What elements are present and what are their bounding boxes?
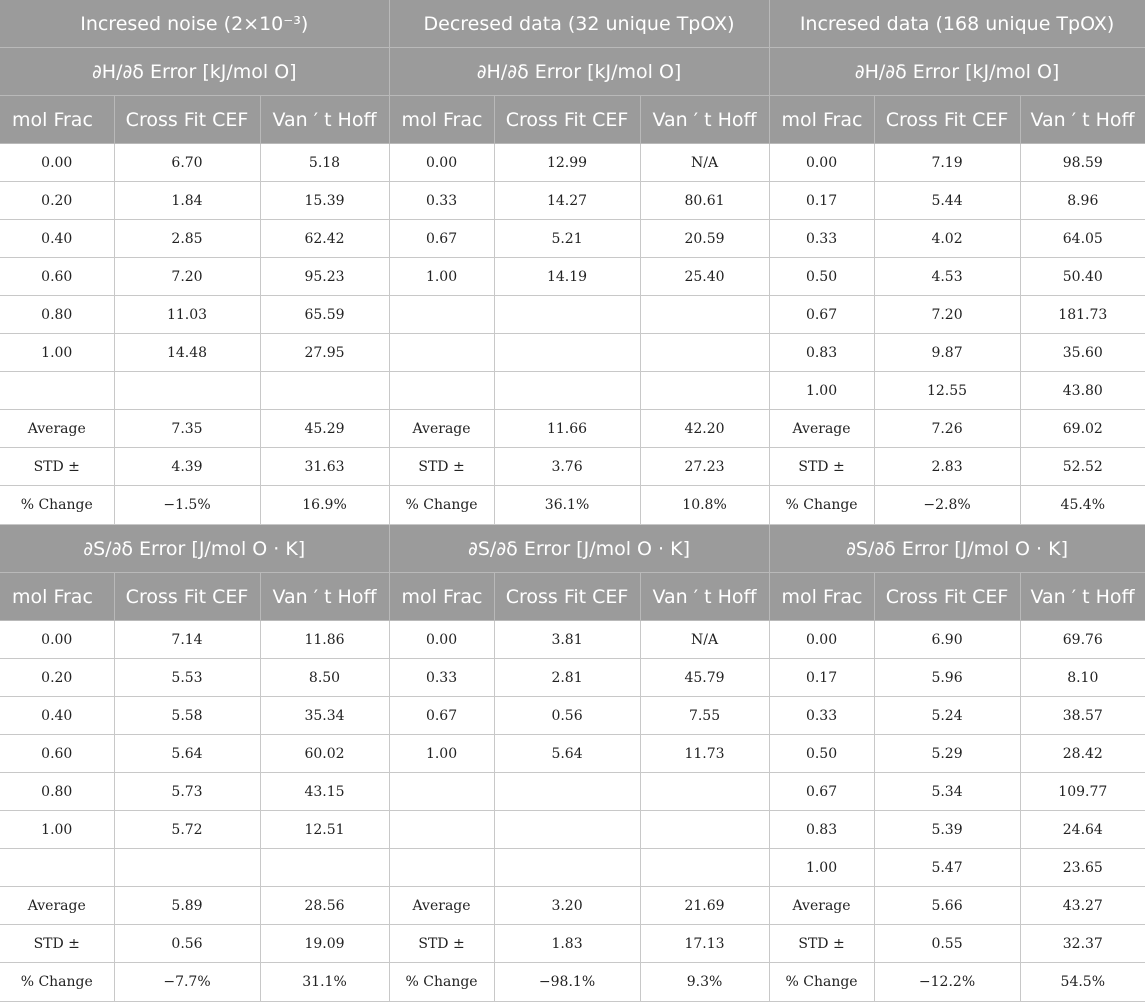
table-cell-mol-frac: 0.67 <box>389 220 494 258</box>
table-cell-mol-frac: 0.33 <box>389 182 494 220</box>
table-cell-vant-hoff: 98.59 <box>1020 144 1145 182</box>
table-cell-vant-hoff: N/A <box>640 144 769 182</box>
table-cell-mol-frac: 1.00 <box>769 372 874 410</box>
stat-value-cross-fit-cef: 0.55 <box>874 925 1020 963</box>
column-header-mol-frac: mol Frac <box>389 573 494 621</box>
enthalpy-section-title-group-1: ∂H/∂δ Error [kJ/mol O] <box>0 48 389 96</box>
stat-value-cross-fit-cef: −7.7% <box>114 963 260 1002</box>
table-row <box>0 372 1145 410</box>
table-cell-vant-hoff: 12.51 <box>260 811 389 849</box>
table-cell-mol-frac <box>0 849 114 887</box>
table-cell-cross-fit-cef <box>494 372 640 410</box>
table-cell-cross-fit-cef: 5.39 <box>874 811 1020 849</box>
stat-label: STD ± <box>389 925 494 963</box>
table-cell-cross-fit-cef: 5.58 <box>114 697 260 735</box>
table-cell-vant-hoff: 25.40 <box>640 258 769 296</box>
table-cell-vant-hoff <box>640 296 769 334</box>
table-cell-cross-fit-cef: 11.03 <box>114 296 260 334</box>
stat-label: % Change <box>769 963 874 1002</box>
table-row <box>0 621 1145 659</box>
stat-value-vant-hoff: 9.3% <box>640 963 769 1002</box>
column-header-cross-fit-cef: Cross Fit CEF <box>494 573 640 621</box>
table-cell-mol-frac: 0.00 <box>389 621 494 659</box>
table-cell-cross-fit-cef: 5.24 <box>874 697 1020 735</box>
table-cell-cross-fit-cef: 7.20 <box>874 296 1020 334</box>
table-cell-mol-frac: 0.17 <box>769 659 874 697</box>
table-cell-mol-frac <box>389 773 494 811</box>
stats-row <box>0 887 1145 925</box>
table-row <box>0 334 1145 372</box>
table-cell-vant-hoff: 24.64 <box>1020 811 1145 849</box>
column-header-mol-frac: mol Frac <box>389 96 494 144</box>
column-header-mol-frac: mol Frac <box>769 573 874 621</box>
table-cell-vant-hoff: 35.60 <box>1020 334 1145 372</box>
table-cell-mol-frac: 0.20 <box>0 659 114 697</box>
stat-value-vant-hoff: 52.52 <box>1020 448 1145 486</box>
table-cell-vant-hoff: 5.18 <box>260 144 389 182</box>
column-header-cross-fit-cef: Cross Fit CEF <box>114 96 260 144</box>
table-cell-mol-frac: 0.17 <box>769 182 874 220</box>
table-cell-mol-frac: 0.80 <box>0 773 114 811</box>
table-cell-cross-fit-cef: 5.47 <box>874 849 1020 887</box>
stat-label: % Change <box>769 486 874 525</box>
table-cell-mol-frac: 0.80 <box>0 296 114 334</box>
stat-value-cross-fit-cef: 7.35 <box>114 410 260 448</box>
table-cell-cross-fit-cef <box>494 773 640 811</box>
table-cell-cross-fit-cef <box>114 372 260 410</box>
table-cell-cross-fit-cef: 9.87 <box>874 334 1020 372</box>
table-cell-cross-fit-cef <box>494 811 640 849</box>
stat-value-vant-hoff: 16.9% <box>260 486 389 525</box>
entropy-section-title-row <box>0 525 1145 573</box>
table-cell-vant-hoff: 60.02 <box>260 735 389 773</box>
table-cell-cross-fit-cef: 5.53 <box>114 659 260 697</box>
stat-label: Average <box>769 410 874 448</box>
table-cell-vant-hoff: 64.05 <box>1020 220 1145 258</box>
table-cell-vant-hoff: 50.40 <box>1020 258 1145 296</box>
table-cell-vant-hoff: 15.39 <box>260 182 389 220</box>
table-cell-cross-fit-cef: 5.96 <box>874 659 1020 697</box>
table-cell-vant-hoff <box>640 334 769 372</box>
table-cell-mol-frac: 0.50 <box>769 258 874 296</box>
stat-value-vant-hoff: 43.27 <box>1020 887 1145 925</box>
table-cell-cross-fit-cef: 5.21 <box>494 220 640 258</box>
stat-label: % Change <box>389 963 494 1002</box>
stats-row <box>0 963 1145 1002</box>
column-header-vant-hoff: Van ′ t Hoff <box>260 96 389 144</box>
stat-value-vant-hoff: 19.09 <box>260 925 389 963</box>
table-cell-vant-hoff: 80.61 <box>640 182 769 220</box>
table-cell-vant-hoff <box>640 372 769 410</box>
table-cell-cross-fit-cef: 5.64 <box>494 735 640 773</box>
stat-value-vant-hoff: 45.29 <box>260 410 389 448</box>
stat-value-vant-hoff: 27.23 <box>640 448 769 486</box>
table-row <box>0 697 1145 735</box>
table-cell-mol-frac: 0.33 <box>769 220 874 258</box>
table-cell-mol-frac: 0.40 <box>0 220 114 258</box>
table-cell-mol-frac: 0.00 <box>769 621 874 659</box>
table-cell-vant-hoff: 11.86 <box>260 621 389 659</box>
table-cell-mol-frac: 0.40 <box>0 697 114 735</box>
table-cell-vant-hoff: 45.79 <box>640 659 769 697</box>
table-cell-cross-fit-cef: 12.55 <box>874 372 1020 410</box>
table-cell-vant-hoff <box>640 773 769 811</box>
stat-value-vant-hoff: 31.1% <box>260 963 389 1002</box>
stat-label: % Change <box>389 486 494 525</box>
stat-value-cross-fit-cef: 36.1% <box>494 486 640 525</box>
stat-value-cross-fit-cef: 1.83 <box>494 925 640 963</box>
stat-label: STD ± <box>0 925 114 963</box>
table-cell-cross-fit-cef: 14.48 <box>114 334 260 372</box>
table-cell-vant-hoff: 8.50 <box>260 659 389 697</box>
stat-label: STD ± <box>389 448 494 486</box>
entropy-section-title-group-3: ∂S/∂δ Error [J/mol O · K] <box>769 525 1145 573</box>
table-cell-vant-hoff: 8.96 <box>1020 182 1145 220</box>
group-header-increased-data: Incresed data (168 unique TpOX) <box>769 0 1145 48</box>
table-cell-cross-fit-cef: 5.64 <box>114 735 260 773</box>
table-cell-vant-hoff: 11.73 <box>640 735 769 773</box>
stat-value-cross-fit-cef: 3.20 <box>494 887 640 925</box>
stats-row <box>0 448 1145 486</box>
stat-value-vant-hoff: 42.20 <box>640 410 769 448</box>
stat-label: STD ± <box>0 448 114 486</box>
table-cell-cross-fit-cef: 2.81 <box>494 659 640 697</box>
stat-label: STD ± <box>769 925 874 963</box>
table-cell-mol-frac <box>389 372 494 410</box>
table-cell-cross-fit-cef: 5.73 <box>114 773 260 811</box>
column-header-vant-hoff: Van ′ t Hoff <box>1020 573 1145 621</box>
table-cell-vant-hoff: 43.80 <box>1020 372 1145 410</box>
stat-value-vant-hoff: 17.13 <box>640 925 769 963</box>
table-cell-cross-fit-cef: 7.20 <box>114 258 260 296</box>
enthalpy-section-title-row <box>0 48 1145 96</box>
table-cell-cross-fit-cef <box>114 849 260 887</box>
group-header-row <box>0 0 1145 48</box>
stat-label: STD ± <box>769 448 874 486</box>
stat-label: Average <box>0 887 114 925</box>
group-header-noise: Incresed noise (2×10⁻³) <box>0 0 389 48</box>
column-header-mol-frac: mol Frac <box>0 573 114 621</box>
table-row <box>0 811 1145 849</box>
stat-value-cross-fit-cef: 0.56 <box>114 925 260 963</box>
stat-value-cross-fit-cef: −1.5% <box>114 486 260 525</box>
column-header-cross-fit-cef: Cross Fit CEF <box>874 573 1020 621</box>
table-cell-vant-hoff: N/A <box>640 621 769 659</box>
table-cell-mol-frac <box>389 849 494 887</box>
table-cell-vant-hoff: 65.59 <box>260 296 389 334</box>
stat-value-cross-fit-cef: −12.2% <box>874 963 1020 1002</box>
column-header-mol-frac: mol Frac <box>769 96 874 144</box>
stats-row <box>0 486 1145 525</box>
table-cell-mol-frac: 0.33 <box>769 697 874 735</box>
table-cell-cross-fit-cef: 14.19 <box>494 258 640 296</box>
table-cell-mol-frac: 1.00 <box>769 849 874 887</box>
entropy-section-column-header-row <box>0 573 1145 621</box>
table-row <box>0 773 1145 811</box>
table-cell-mol-frac: 0.00 <box>769 144 874 182</box>
stat-label: % Change <box>0 486 114 525</box>
table-cell-vant-hoff: 28.42 <box>1020 735 1145 773</box>
table-cell-cross-fit-cef: 4.02 <box>874 220 1020 258</box>
table-cell-vant-hoff <box>260 849 389 887</box>
table-cell-mol-frac: 0.83 <box>769 811 874 849</box>
stat-value-cross-fit-cef: 5.66 <box>874 887 1020 925</box>
stat-value-cross-fit-cef: −98.1% <box>494 963 640 1002</box>
stat-value-vant-hoff: 69.02 <box>1020 410 1145 448</box>
table-cell-mol-frac: 0.50 <box>769 735 874 773</box>
column-header-vant-hoff: Van ′ t Hoff <box>1020 96 1145 144</box>
table-cell-mol-frac <box>389 296 494 334</box>
table-cell-vant-hoff: 62.42 <box>260 220 389 258</box>
table-cell-vant-hoff: 7.55 <box>640 697 769 735</box>
table-cell-mol-frac: 1.00 <box>0 811 114 849</box>
stat-value-cross-fit-cef: 2.83 <box>874 448 1020 486</box>
table-cell-mol-frac: 1.00 <box>389 258 494 296</box>
table-cell-cross-fit-cef: 14.27 <box>494 182 640 220</box>
table-cell-mol-frac <box>0 372 114 410</box>
table-cell-vant-hoff: 109.77 <box>1020 773 1145 811</box>
table-cell-cross-fit-cef: 12.99 <box>494 144 640 182</box>
table-cell-cross-fit-cef: 7.19 <box>874 144 1020 182</box>
table-cell-vant-hoff: 95.23 <box>260 258 389 296</box>
table-cell-cross-fit-cef: 6.70 <box>114 144 260 182</box>
column-header-cross-fit-cef: Cross Fit CEF <box>114 573 260 621</box>
table-cell-vant-hoff <box>260 372 389 410</box>
table-row <box>0 258 1145 296</box>
table-cell-cross-fit-cef: 5.34 <box>874 773 1020 811</box>
stat-label: Average <box>389 887 494 925</box>
stat-value-cross-fit-cef: 5.89 <box>114 887 260 925</box>
stat-value-cross-fit-cef: −2.8% <box>874 486 1020 525</box>
table-cell-mol-frac: 0.67 <box>769 296 874 334</box>
table-row <box>0 182 1145 220</box>
table-cell-vant-hoff: 35.34 <box>260 697 389 735</box>
column-header-cross-fit-cef: Cross Fit CEF <box>494 96 640 144</box>
enthalpy-section-title-group-3: ∂H/∂δ Error [kJ/mol O] <box>769 48 1145 96</box>
table-cell-mol-frac: 0.33 <box>389 659 494 697</box>
table-cell-mol-frac: 0.60 <box>0 258 114 296</box>
table-cell-cross-fit-cef: 6.90 <box>874 621 1020 659</box>
table-row <box>0 735 1145 773</box>
table-cell-cross-fit-cef: 4.53 <box>874 258 1020 296</box>
table-cell-cross-fit-cef: 7.14 <box>114 621 260 659</box>
table-cell-mol-frac: 1.00 <box>389 735 494 773</box>
table-cell-cross-fit-cef <box>494 296 640 334</box>
column-header-cross-fit-cef: Cross Fit CEF <box>874 96 1020 144</box>
group-header-decreased-data: Decresed data (32 unique TpOX) <box>389 0 769 48</box>
table-cell-vant-hoff: 23.65 <box>1020 849 1145 887</box>
table-cell-mol-frac: 0.00 <box>389 144 494 182</box>
stat-value-vant-hoff: 31.63 <box>260 448 389 486</box>
table-row <box>0 849 1145 887</box>
table-cell-mol-frac: 0.83 <box>769 334 874 372</box>
column-header-vant-hoff: Van ′ t Hoff <box>640 96 769 144</box>
table-cell-mol-frac <box>389 334 494 372</box>
stat-value-cross-fit-cef: 11.66 <box>494 410 640 448</box>
stat-label: % Change <box>0 963 114 1002</box>
table-cell-vant-hoff: 181.73 <box>1020 296 1145 334</box>
table-cell-cross-fit-cef: 5.44 <box>874 182 1020 220</box>
stat-value-vant-hoff: 45.4% <box>1020 486 1145 525</box>
stat-value-cross-fit-cef: 7.26 <box>874 410 1020 448</box>
table-cell-cross-fit-cef <box>494 849 640 887</box>
entropy-section-title-group-1: ∂S/∂δ Error [J/mol O · K] <box>0 525 389 573</box>
table-cell-mol-frac: 0.00 <box>0 621 114 659</box>
table-cell-mol-frac <box>389 811 494 849</box>
column-header-mol-frac: mol Frac <box>0 96 114 144</box>
table-cell-vant-hoff: 38.57 <box>1020 697 1145 735</box>
table-cell-mol-frac: 0.67 <box>389 697 494 735</box>
table-cell-mol-frac: 1.00 <box>0 334 114 372</box>
table-cell-cross-fit-cef <box>494 334 640 372</box>
stat-label: Average <box>769 887 874 925</box>
table-row <box>0 144 1145 182</box>
table-cell-cross-fit-cef: 0.56 <box>494 697 640 735</box>
table-cell-cross-fit-cef: 2.85 <box>114 220 260 258</box>
table-row <box>0 220 1145 258</box>
table-cell-vant-hoff: 20.59 <box>640 220 769 258</box>
table-cell-vant-hoff <box>640 849 769 887</box>
column-header-vant-hoff: Van ′ t Hoff <box>640 573 769 621</box>
table-cell-vant-hoff: 27.95 <box>260 334 389 372</box>
stat-value-cross-fit-cef: 4.39 <box>114 448 260 486</box>
stats-row <box>0 925 1145 963</box>
stat-value-vant-hoff: 28.56 <box>260 887 389 925</box>
stat-value-cross-fit-cef: 3.76 <box>494 448 640 486</box>
table-cell-mol-frac: 0.60 <box>0 735 114 773</box>
table-cell-vant-hoff <box>640 811 769 849</box>
stat-value-vant-hoff: 21.69 <box>640 887 769 925</box>
table-row <box>0 296 1145 334</box>
entropy-section-title-group-2: ∂S/∂δ Error [J/mol O · K] <box>389 525 769 573</box>
table-cell-cross-fit-cef: 1.84 <box>114 182 260 220</box>
stat-label: Average <box>0 410 114 448</box>
stat-value-vant-hoff: 54.5% <box>1020 963 1145 1002</box>
table-cell-vant-hoff: 43.15 <box>260 773 389 811</box>
table-row <box>0 659 1145 697</box>
enthalpy-section-column-header-row <box>0 96 1145 144</box>
table-cell-vant-hoff: 8.10 <box>1020 659 1145 697</box>
table-cell-mol-frac: 0.20 <box>0 182 114 220</box>
table-cell-vant-hoff: 69.76 <box>1020 621 1145 659</box>
stat-value-vant-hoff: 32.37 <box>1020 925 1145 963</box>
table-cell-cross-fit-cef: 5.72 <box>114 811 260 849</box>
table-cell-cross-fit-cef: 3.81 <box>494 621 640 659</box>
column-header-vant-hoff: Van ′ t Hoff <box>260 573 389 621</box>
enthalpy-section-title-group-2: ∂H/∂δ Error [kJ/mol O] <box>389 48 769 96</box>
stat-value-vant-hoff: 10.8% <box>640 486 769 525</box>
table-cell-mol-frac: 0.67 <box>769 773 874 811</box>
stats-row <box>0 410 1145 448</box>
table-cell-mol-frac: 0.00 <box>0 144 114 182</box>
table-cell-cross-fit-cef: 5.29 <box>874 735 1020 773</box>
stat-label: Average <box>389 410 494 448</box>
